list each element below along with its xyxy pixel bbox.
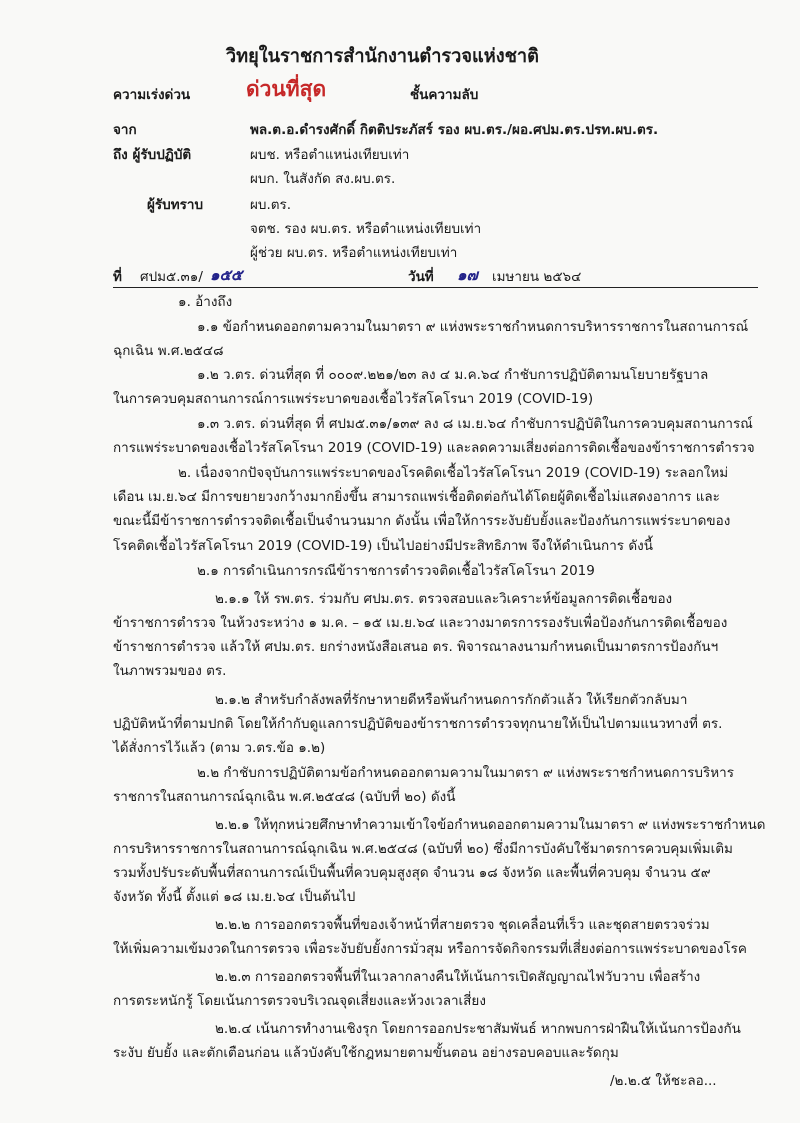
ref-label: ที่ [113, 269, 122, 285]
body-line: ๒.๑ การดำเนินการกรณีข้าราชการตำรวจติดเชื้อไวรัสโคโรนา 2019 [197, 563, 595, 579]
cc-label: ผู้รับทราบ [147, 197, 204, 213]
body-line: ๒.๑.๒ สำหรับกำลังพลที่รักษาหายดีหรือพ้นกำหนดการกักตัวแล้ว ให้เรียกตัวกลับมา [215, 692, 688, 708]
date-day-handwritten: ๑๗ [457, 266, 478, 284]
body-line: ๒.๒.๔ เน้นการทำงานเชิงรุก โดยการออกประชาสัมพันธ์ หากพบการฝ่าฝืนให้เน้นการป้องกัน [215, 1021, 741, 1037]
body-line: ๒.๒.๒ การออกตรวจพื้นที่ของเจ้าหน้าที่สายตรวจ ชุดเคลื่อนที่เร็ว และชุดสายตรวจร่วม [215, 917, 710, 933]
body-line: ฉุกเฉิน พ.ศ.๒๕๔๘ [113, 343, 224, 359]
continuation-note: /๒.๒.๕ ให้ชะลอ... [610, 1073, 717, 1089]
body-line: รวมทั้งปรับระดับพื้นที่สถานการณ์เป็นพื้นที่ควบคุมสูงสุด จำนวน ๑๘ จังหวัด และพื้นที่ควบคุม จำนวน ๕๙ [113, 865, 711, 881]
body-line: ได้สั่งการไว้แล้ว (ตาม ว.ตร.ข้อ ๑.๒) [113, 740, 326, 756]
body-line: ระงับ ยับยั้ง และตักเตือนก่อน แล้วบังคับใช้กฎหมายตามขั้นตอน อย่างรอบคอบและรัดกุม [113, 1045, 619, 1061]
body-line: ๑.๓ ว.ตร. ด่วนที่สุด ที่ ศปม๕.๓๑/๑๓๙ ลง ๘ เม.ย.๖๔ กำชับการปฏิบัติในการควบคุมสถานการณ์ [197, 416, 753, 432]
body-line: ๒. เนื่องจากปัจจุบันการแพร่ระบาดของโรคติดเชื้อไวรัสโคโรนา 2019 (COVID-19) ระลอกใหม่ [178, 465, 729, 481]
body-line: ๑.๒ ว.ตร. ด่วนที่สุด ที่ ๐๐๐๙.๒๒๑/๒๓ ลง ๔ ม.ค.๖๔ กำชับการปฏิบัติตามนโยบายรัฐบาล [197, 367, 709, 383]
body-line: ๒.๒.๑ ให้ทุกหน่วยศึกษาทำความเข้าใจข้อกำหนดออกตามความในมาตรา ๙ แห่งพระราชกำหนด [215, 817, 766, 833]
cc-recipient: ผู้ช่วย ผบ.ตร. หรือตำแหน่งเทียบเท่า [250, 245, 458, 261]
body-line: ๒.๑.๑ ให้ รพ.ตร. ร่วมกับ ศปม.ตร. ตรวจสอบและวิเคราะห์ข้อมูลการติดเชื้อของ [215, 591, 673, 607]
date-month-year: เมษายน ๒๕๖๔ [492, 269, 582, 285]
ref-number-prefix: ศปม๕.๓๑/ [140, 269, 203, 285]
body-line: ปฏิบัติหน้าที่ตามปกติ โดยให้กำกับดูแลการปฏิบัติของข้าราชการตำรวจทุกนายให้เป็นไปตามแนวทางที่ ตร. [113, 716, 723, 732]
body-line: การบริหารราชการในสถานการณ์ฉุกเฉิน พ.ศ.๒๕๔๘ (ฉบับที่ ๒๐) ซึ่งมีการบังคับใช้มาตรการควบคุมเพิ่มเติม [113, 841, 733, 857]
body-line: การแพร่ระบาดของเชื้อไวรัสโคโรนา 2019 (COVID-19) และลดความเสี่ยงต่อการติดเชื้อของข้าราชการตำรวจ [113, 440, 755, 456]
body-line: ๑. อ้างถึง [178, 294, 233, 310]
body-line: ข้าราชการตำรวจ แล้วให้ ศปม.ตร. ยกร่างหนังสือเสนอ ตร. พิจารณาลงนามกำหนดเป็นมาตรการป้องกันฯ [113, 639, 719, 655]
body-line: โรคติดเชื้อไวรัสโคโรนา 2019 (COVID-19) เป็นไปอย่างมีประสิทธิภาพ จึงให้ดำเนินการ ดังนี้ [113, 538, 653, 554]
body-line: ข้าราชการตำรวจ ในห้วงระหว่าง ๑ ม.ค. – ๑๕ เม.ย.๖๔ และวางมาตรการรองรับเพื่อป้องกันการติดเชื้อของ [113, 615, 728, 631]
header-divider [113, 287, 758, 288]
body-line: ๑.๑ ข้อกำหนดออกตามความในมาตรา ๙ แห่งพระราชกำหนดการบริหารราชการในสถานการณ์ [197, 319, 749, 335]
ref-number-handwritten: ๑๕๕ [210, 266, 243, 284]
urgency-label: ความเร่งด่วน [113, 87, 191, 103]
date-label: วันที่ [408, 269, 434, 285]
body-line: ๒.๒.๓ การออกตรวจพื้นที่ในเวลากลางคืนให้เน้นการเปิดสัญญาณไฟวับวาบ เพื่อสร้าง [215, 969, 701, 985]
body-line: ให้เพิ่มความเข้มงวดในการตรวจ เพื่อระงับยับยั้งการมั่วสุม หรือการจัดกิจกรรมที่เสี่ยงต่อการแพร่ระบาดของโรค [113, 941, 747, 957]
to-recipient: ผบช. หรือตำแหน่งเทียบเท่า [250, 147, 410, 163]
secrecy-label: ชั้นความลับ [410, 87, 479, 103]
urgency-value: ด่วนที่สุด [246, 77, 327, 101]
cc-recipient: ผบ.ตร. [250, 197, 292, 213]
body-line: ในการควบคุมสถานการณ์การแพร่ระบาดของเชื้อไวรัสโคโรนา 2019 (COVID-19) [113, 391, 594, 407]
cc-recipient: จตช. รอง ผบ.ตร. หรือตำแหน่งเทียบเท่า [250, 221, 482, 237]
body-line: ขณะนี้มีข้าราชการตำรวจติดเชื้อเป็นจำนวนมาก ดังนั้น เพื่อให้การระงับยับยั้งและป้องกันการแพร่ระบาดของ [113, 513, 731, 529]
to-label: ถึง ผู้รับปฏิบัติ [113, 147, 192, 163]
body-line: เดือน เม.ย.๖๔ มีการขยายวงกว้างมากยิ่งขึ้น สามารถแพร่เชื้อติดต่อกันได้โดยผู้ติดเชื้อไม่แสดงอาการ และ [113, 489, 720, 505]
body-line: ๒.๒ กำชับการปฏิบัติตามข้อกำหนดออกตามความในมาตรา ๙ แห่งพระราชกำหนดการบริหาร [197, 765, 734, 781]
body-line: การตระหนักรู้ โดยเน้นการตรวจบริเวณจุดเสี่ยงและห้วงเวลาเสี่ยง [113, 993, 486, 1009]
body-line: ในภาพรวมของ ตร. [113, 663, 227, 679]
document-title: วิทยุในราชการสำนักงานตำรวจแห่งชาติ [225, 45, 539, 67]
body-line: จังหวัด ทั้งนี้ ตั้งแต่ ๑๘ เม.ย.๖๔ เป็นต้นไป [113, 889, 356, 905]
from-label: จาก [113, 122, 137, 138]
from-value: พล.ต.อ.ดำรงศักดิ์ กิตติประภัสร์ รอง ผบ.ตร./ผอ.ศปม.ตร.ปรท.ผบ.ตร. [250, 122, 659, 138]
to-recipient: ผบก. ในสังกัด สง.ผบ.ตร. [250, 171, 396, 187]
body-line: ราชการในสถานการณ์ฉุกเฉิน พ.ศ.๒๕๔๘ (ฉบับที่ ๒๐) ดังนี้ [113, 789, 456, 805]
